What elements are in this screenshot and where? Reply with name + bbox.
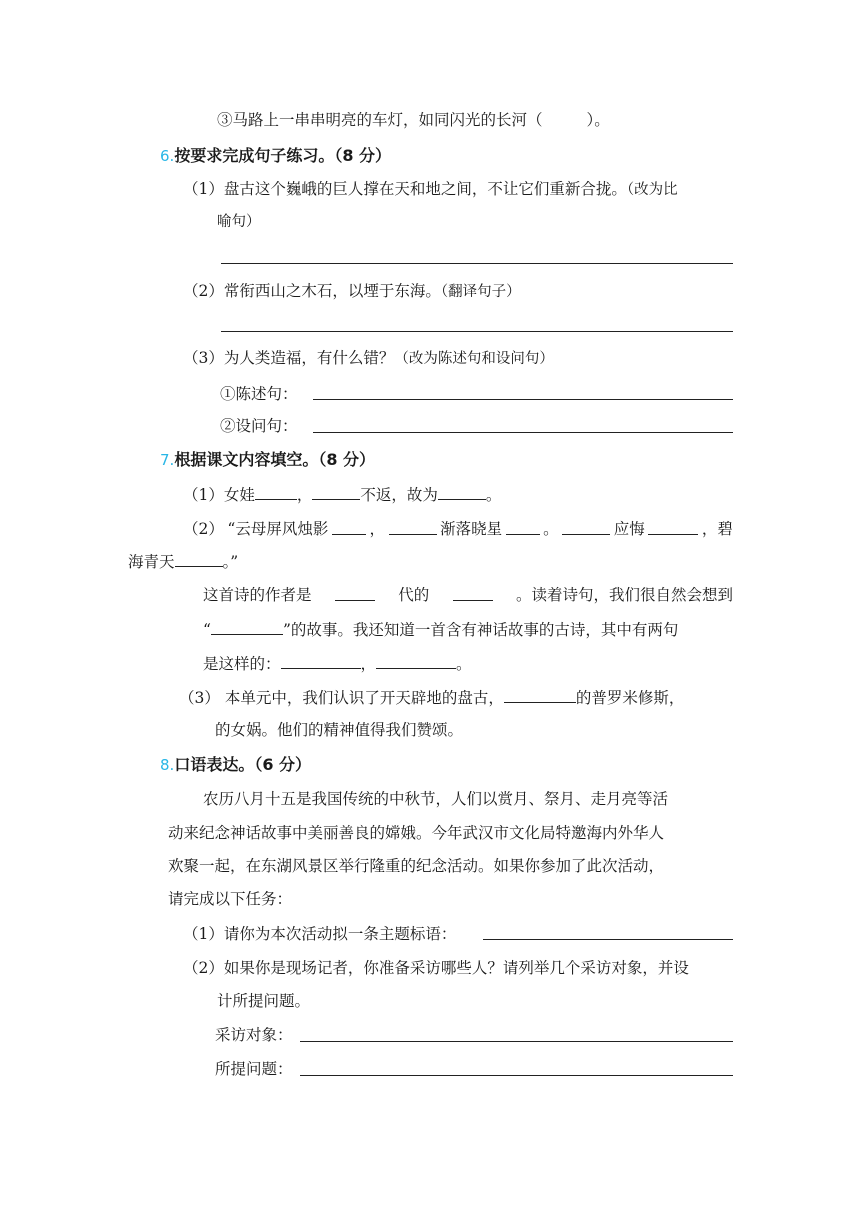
- interview-target-line[interactable]: [300, 1041, 733, 1042]
- rhetorical-answer-line[interactable]: [313, 432, 733, 433]
- statement-answer-line[interactable]: [313, 399, 733, 400]
- question-title: 口语表达。（6 分）: [174, 755, 312, 774]
- q7-part2: （2） “云母屏风烛影 ， 渐落晓星 。 应悔 ，碧: [183, 520, 733, 538]
- q8-paragraph-line: 动来纪念神话故事中美丽善良的嫦娥。今年武汉市文化局特邀海内外华人: [168, 824, 665, 842]
- q6-part3: （3）为人类造福，有什么错？（改为陈述句和设问句）: [183, 349, 554, 367]
- q7-poem-author: 这首诗的作者是 代的 。读着诗句，我们很自然会想到: [203, 586, 733, 604]
- question-6-heading: [160, 146, 391, 166]
- fill-blank[interactable]: [438, 484, 486, 500]
- q6-part1: （1）盘古这个巍峨的巨人撑在天和地之间，不让它们重新合拢。（改为比: [183, 180, 678, 198]
- fill-blank[interactable]: [562, 519, 610, 535]
- question-title: 按要求完成句子练习。（8 分）: [174, 146, 392, 165]
- q6-part2: （2）常衔西山之木石，以堙于东海。（翻译句子）: [183, 282, 521, 300]
- fill-blank[interactable]: [211, 619, 283, 635]
- rhetorical-label: ②设问句：: [220, 417, 298, 435]
- q6-part1-hint: 喻句）: [217, 214, 261, 230]
- q7-part3: （3） 本单元中，我们认识了开天辟地的盘古， 的普罗米修斯，: [179, 689, 685, 707]
- q5-item3: ③马路上一串串明亮的车灯，如同闪光的长河（ ）。: [217, 111, 610, 129]
- fill-blank[interactable]: [332, 519, 366, 535]
- answer-line[interactable]: [221, 331, 733, 332]
- fill-blank[interactable]: [504, 687, 576, 703]
- q7-poem-story: “ ”的故事。我还知道一首含有神话故事的古诗，其中有两句: [203, 621, 679, 639]
- interview-question-label: 所提问题：: [215, 1060, 293, 1078]
- answer-line[interactable]: [221, 263, 733, 264]
- q7-part1: （1）女娃 ， 不返，故为 。: [183, 486, 502, 504]
- interview-target-label: 采访对象：: [215, 1026, 293, 1044]
- q8-part1: （1）请你为本次活动拟一条主题标语：: [183, 925, 457, 943]
- q8-part2-cont: 计所提问题。: [217, 992, 311, 1010]
- fill-blank[interactable]: [506, 519, 540, 535]
- fill-blank[interactable]: [312, 484, 360, 500]
- question-number: 6.: [160, 147, 175, 165]
- fill-blank[interactable]: [335, 585, 375, 601]
- q8-paragraph-line: 请完成以下任务：: [168, 890, 293, 908]
- slogan-answer-line[interactable]: [483, 939, 733, 940]
- q8-paragraph-line: 欢聚一起，在东湖风景区举行隆重的纪念活动。如果你参加了此次活动，: [168, 857, 665, 875]
- fill-blank[interactable]: [389, 519, 437, 535]
- question-7-heading: [160, 450, 375, 470]
- q7-part2-cont: 海青天 。”: [128, 553, 239, 571]
- fill-blank[interactable]: [648, 519, 698, 535]
- question-number: 8.: [160, 756, 175, 774]
- fill-blank[interactable]: [255, 484, 297, 500]
- fill-blank[interactable]: [175, 551, 223, 567]
- q7-poem-lines: 是这样的： ， 。: [203, 655, 472, 673]
- q7-part3-cont: 的女娲。他们的精神值得我们赞颂。: [215, 721, 464, 739]
- q8-part2: （2）如果你是现场记者，你准备采访哪些人？请列举几个采访对象，并设: [183, 959, 689, 977]
- question-title: 根据课文内容填空。（8 分）: [174, 450, 376, 469]
- fill-blank[interactable]: [281, 653, 361, 669]
- q8-paragraph-line: 农历八月十五是我国传统的中秋节，人们以赏月、祭月、走月亮等活: [203, 790, 669, 808]
- question-number: 7.: [160, 451, 175, 469]
- interview-question-line[interactable]: [300, 1075, 733, 1076]
- question-8-heading: [160, 755, 311, 775]
- fill-blank[interactable]: [376, 653, 456, 669]
- statement-label: ①陈述句：: [220, 385, 298, 403]
- fill-blank[interactable]: [453, 585, 493, 601]
